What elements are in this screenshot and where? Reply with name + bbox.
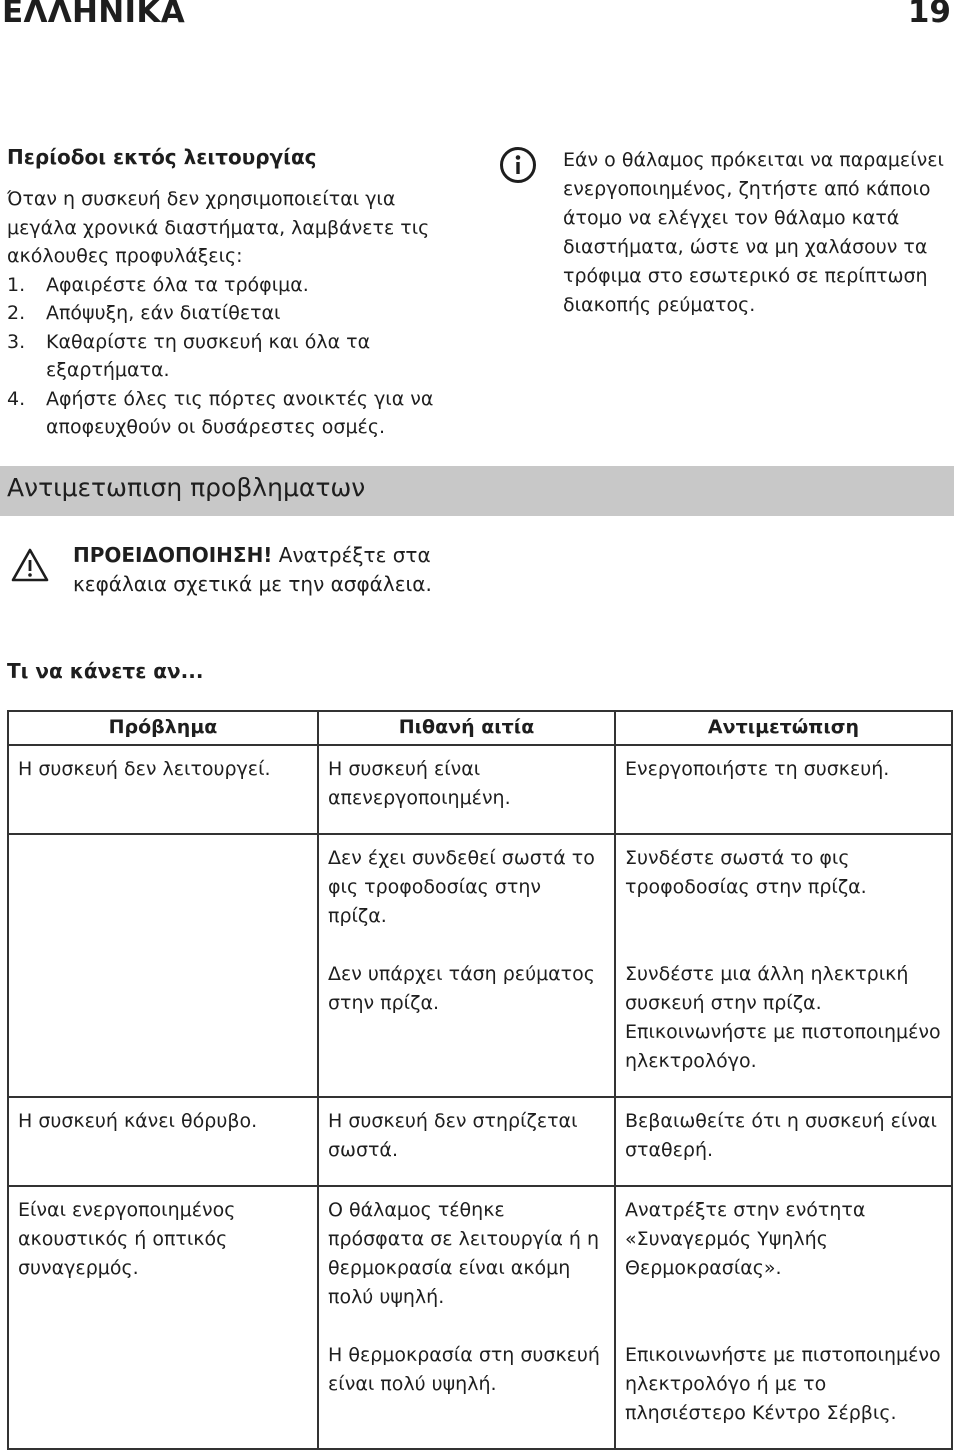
cell-solution: Συνδέστε σωστά το φις τροφοδοσίας στην πρίζα. xyxy=(616,835,953,951)
list-item xyxy=(7,299,467,328)
troubleshooting-table xyxy=(7,710,953,1450)
step-number: 4. xyxy=(7,387,26,410)
cell-problem: Είναι ενεργοποιημένος ακουστικός ή οπτικός συναγερμός. xyxy=(7,1187,319,1332)
cell-solution: Συνδέστε μια άλλη ηλεκτρική συσκευή στην πρίζα. Επικοινωνήστε με πιστοποιημένο ηλεκτρολόγο. xyxy=(616,951,953,1096)
warning-label: ΠΡΟΕΙΔΟΠΟΙΗΣΗ! xyxy=(73,543,273,567)
header-solution: Αντιμετώπιση xyxy=(616,712,953,744)
info-note-text: Εάν ο θάλαμος πρόκειται να παραμείνει ενεργοποιημένος, ζητήστε από κάποιο άτομο να ελέγχει τον θάλαμο κατά διαστήματα, ώστε να μη χαλάσουν τα τρόφιμα στο εσωτερικό σε περίπτωση διακοπής ρεύματος. xyxy=(563,149,944,316)
what-if-heading: Τι να κάνετε αν... xyxy=(7,659,204,683)
cell-problem: Η συσκευή κάνει θόρυβο. xyxy=(7,1096,319,1187)
step-number: 2. xyxy=(7,302,26,324)
cell-solution: Ανατρέξτε στην ενότητα «Συναγερμός Υψηλής Θερμοκρασίας». xyxy=(616,1187,953,1332)
cell-solution: Ενεργοποιήστε τη συσκευή. xyxy=(616,746,953,835)
step-text: Αφήστε όλες τις πόρτες ανοικτές για να αποφευχθούν οι δυσάρεστες οσμές. xyxy=(46,387,434,438)
table-row xyxy=(7,1187,953,1332)
cell-solution: Βεβαιωθείτε ότι η συσκευή είναι σταθερή. xyxy=(616,1096,953,1187)
periods-steps xyxy=(7,271,467,442)
table-row xyxy=(7,1096,953,1187)
header-language: ΕΛΛΗΝΙΚΑ xyxy=(2,0,185,30)
step-text: Καθαρίστε τη συσκευή και όλα τα εξαρτήματα. xyxy=(46,330,371,381)
cell-cause: Δεν έχει συνδεθεί σωστά το φις τροφοδοσίας στην πρίζα. xyxy=(319,835,616,951)
cell-problem xyxy=(7,835,319,951)
periods-intro: Όταν η συσκευή δεν χρησιμοποιείται για μεγάλα χρονικά διαστήματα, λαμβάνετε τις ακόλουθες προφυλάξεις: xyxy=(7,188,430,267)
section-title: Αντιμετωπιση προβληματων xyxy=(7,473,366,502)
cell-cause: Η συσκευή είναι απενεργοποιημένη. xyxy=(319,746,616,835)
cell-cause: Η συσκευή δεν στηρίζεται σωστά. xyxy=(319,1096,616,1187)
cell-cause: Δεν υπάρχει τάση ρεύματος στην πρίζα. xyxy=(319,951,616,1096)
list-item xyxy=(7,385,467,442)
section-band xyxy=(0,466,954,516)
table-row xyxy=(7,746,953,835)
table-row xyxy=(7,835,953,951)
step-text: Απόψυξη, εάν διατίθεται xyxy=(46,302,281,324)
page-number: 19 xyxy=(907,0,951,30)
cell-cause: Η θερμοκρασία στη συσκευή είναι πολύ υψηλή. xyxy=(319,1332,616,1450)
warning-text xyxy=(73,541,453,599)
cell-problem xyxy=(7,1332,319,1450)
table-row xyxy=(7,951,953,1096)
table-header xyxy=(7,710,953,746)
cell-problem: Η συσκευή δεν λειτουργεί. xyxy=(7,746,319,835)
cell-cause: Ο θάλαμος τέθηκε πρόσφατα σε λειτουργία ή η θερμοκρασία είναι ακόμη πολύ υψηλή. xyxy=(319,1187,616,1332)
table-row xyxy=(7,1332,953,1450)
step-text: Αφαιρέστε όλα τα τρόφιμα. xyxy=(46,273,309,296)
step-number: 3. xyxy=(7,330,26,353)
cell-problem xyxy=(7,951,319,1096)
periods-section xyxy=(7,142,467,442)
list-item xyxy=(7,328,467,385)
info-icon xyxy=(498,145,538,185)
cell-solution: Επικοινωνήστε με πιστοποιημένο ηλεκτρολόγο ή με το πλησιέστερο Κέντρο Σέρβις. xyxy=(616,1332,953,1450)
warning-body: Ανατρέξτε στα κεφάλαια σχετικά με την ασφάλεια. xyxy=(73,543,432,596)
warning-triangle-icon xyxy=(10,547,50,583)
header-problem: Πρόβλημα xyxy=(7,712,319,744)
periods-title: Περίοδοι εκτός λειτουργίας xyxy=(7,145,317,169)
list-item xyxy=(7,271,467,300)
step-number: 1. xyxy=(7,273,26,296)
header-cause: Πιθανή αιτία xyxy=(319,712,616,744)
